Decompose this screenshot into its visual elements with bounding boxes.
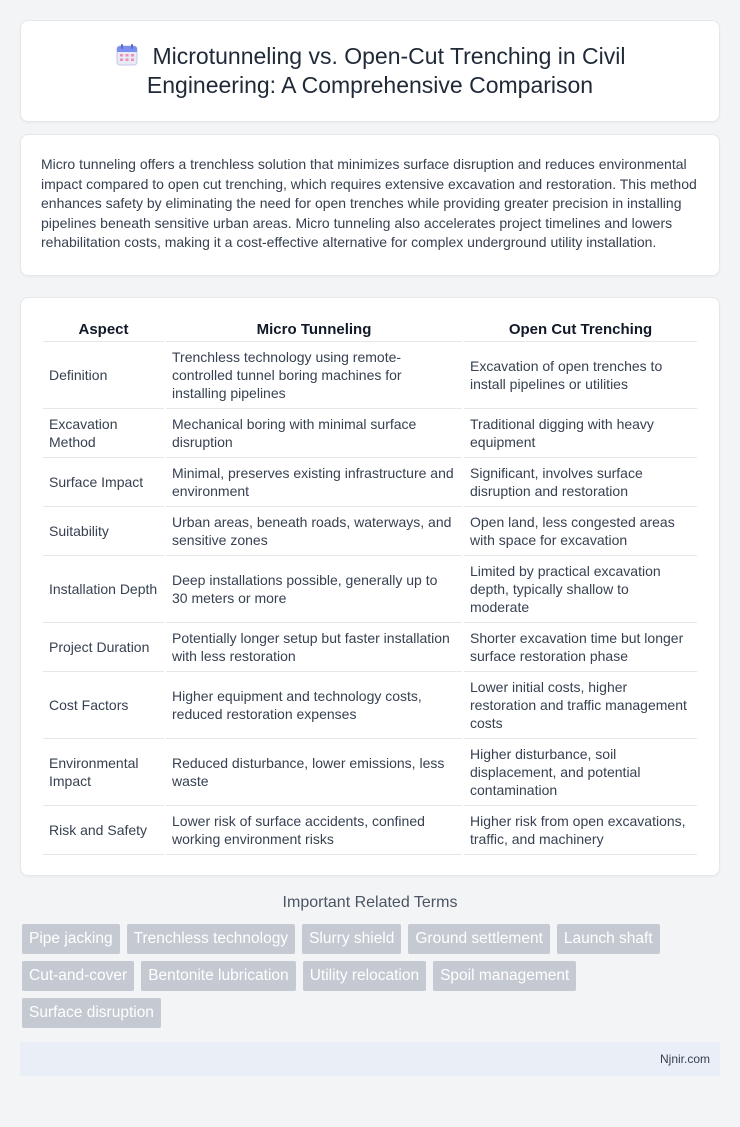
header-aspect: Aspect — [43, 318, 164, 342]
table-row — [43, 342, 697, 409]
table-row — [43, 623, 697, 672]
term-tag[interactable]: Bentonite lubrication — [141, 961, 295, 991]
comparison-card — [20, 297, 720, 876]
term-tag[interactable]: Spoil management — [433, 961, 576, 991]
table-row — [43, 556, 697, 623]
table-row — [43, 409, 697, 458]
row-open: Significant, involves surface disruption and restoration — [464, 458, 697, 507]
term-tag[interactable]: Launch shaft — [557, 924, 660, 954]
footer — [20, 1042, 720, 1076]
row-aspect: Environmental Impact — [43, 739, 164, 806]
row-aspect: Risk and Safety — [43, 806, 164, 855]
header-card — [20, 20, 720, 122]
intro-card — [20, 134, 720, 276]
title-wrap — [61, 42, 679, 100]
row-micro: Deep installations possible, generally up to 30 meters or more — [166, 556, 462, 623]
row-micro: Higher equipment and technology costs, reduced restoration expenses — [166, 672, 462, 739]
row-aspect: Definition — [43, 342, 164, 409]
intro-text: Micro tunneling offers a trenchless solution that minimizes surface disruption and reduces environmental impact compared to open cut trenching, which requires extensive excavation and restoration. This method enhances safety by eliminating the need for open trenches while providing greater precision in installing pipelines beneath sensitive urban areas. Micro tunneling also accelerates project timelines and lowers rehabilitation costs, making it a cost-effective alternative for complex underground utility installation. — [41, 156, 697, 250]
row-micro: Mechanical boring with minimal surface disruption — [166, 409, 462, 458]
comparison-table — [41, 318, 699, 855]
row-open: Limited by practical excavation depth, typically shallow to moderate — [464, 556, 697, 623]
footer-site-link[interactable]: Njnir.com — [659, 1051, 710, 1066]
row-aspect: Installation Depth — [43, 556, 164, 623]
table-row — [43, 458, 697, 507]
table-row — [43, 507, 697, 556]
row-micro: Urban areas, beneath roads, waterways, and sensitive zones — [166, 507, 462, 556]
term-tag[interactable]: Slurry shield — [302, 924, 401, 954]
header-open-cut: Open Cut Trenching — [464, 318, 697, 342]
row-open: Higher risk from open excavations, traffic, and machinery — [464, 806, 697, 855]
table-row — [43, 806, 697, 855]
row-micro: Trenchless technology using remote-controlled tunnel boring machines for installing pipelines — [166, 342, 462, 409]
related-terms-list — [20, 924, 720, 1028]
table-row — [43, 739, 697, 806]
term-tag[interactable]: Ground settlement — [408, 924, 550, 954]
header-micro-tunneling: Micro Tunneling — [166, 318, 462, 342]
page-title-text: Microtunneling vs. Open-Cut Trenching in Civil Engineering: A Comprehensive Comparison — [146, 43, 626, 98]
row-micro: Lower risk of surface accidents, confined working environment risks — [166, 806, 462, 855]
row-aspect: Surface Impact — [43, 458, 164, 507]
row-aspect: Suitability — [43, 507, 164, 556]
term-tag[interactable]: Utility relocation — [303, 961, 426, 991]
table-header-row — [43, 318, 697, 342]
page-title — [61, 42, 679, 100]
row-aspect: Project Duration — [43, 623, 164, 672]
row-open: Lower initial costs, higher restoration and traffic management costs — [464, 672, 697, 739]
term-tag[interactable]: Pipe jacking — [22, 924, 120, 954]
row-open: Open land, less congested areas with space for excavation — [464, 507, 697, 556]
term-tag[interactable]: Trenchless technology — [127, 924, 296, 954]
row-micro: Minimal, preserves existing infrastructure and environment — [166, 458, 462, 507]
table-row — [43, 672, 697, 739]
term-tag[interactable]: Surface disruption — [22, 998, 161, 1028]
row-open: Traditional digging with heavy equipment — [464, 409, 697, 458]
row-micro: Potentially longer setup but faster installation with less restoration — [166, 623, 462, 672]
term-tag[interactable]: Cut-and-cover — [22, 961, 134, 991]
related-terms-title: Important Related Terms — [282, 893, 458, 911]
calendar-icon — [115, 43, 139, 67]
row-open: Higher disturbance, soil displacement, and potential contamination — [464, 739, 697, 806]
row-open: Shorter excavation time but longer surface restoration phase — [464, 623, 697, 672]
row-micro: Reduced disturbance, lower emissions, less waste — [166, 739, 462, 806]
row-aspect: Excavation Method — [43, 409, 164, 458]
row-aspect: Cost Factors — [43, 672, 164, 739]
row-open: Excavation of open trenches to install pipelines or utilities — [464, 342, 697, 409]
